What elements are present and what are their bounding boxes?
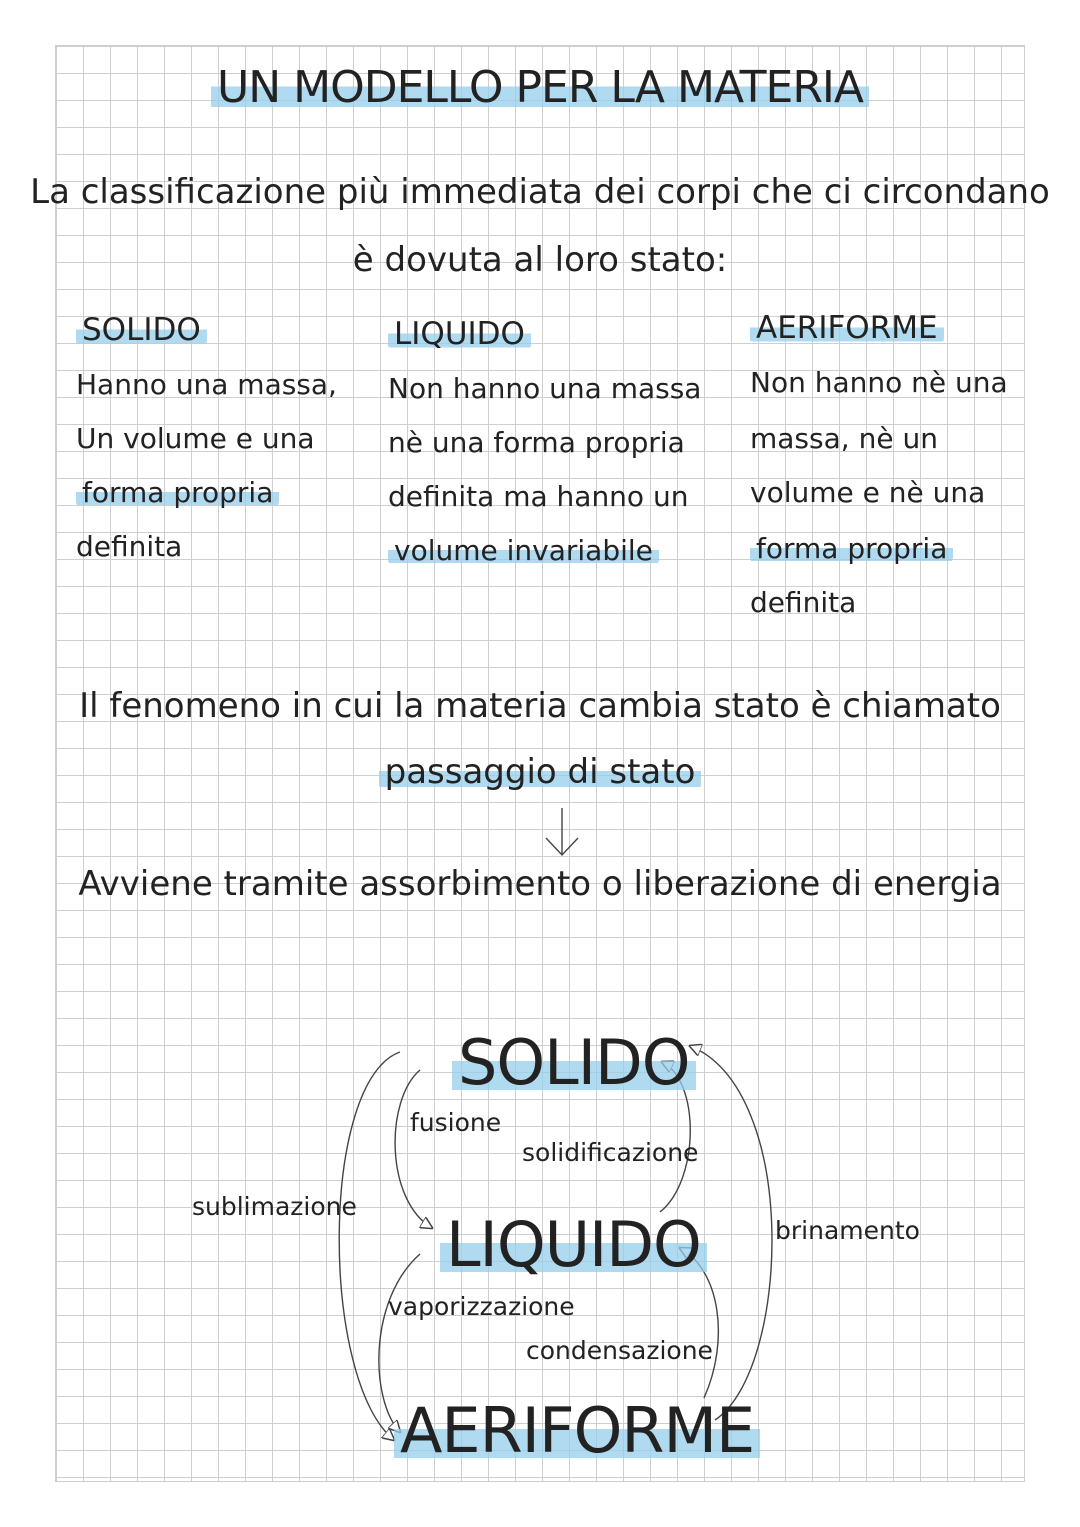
label-condensazione: condensazione [526,1336,713,1365]
page-title: UN MODELLO PER LA MATERIA [0,62,1080,115]
label-fusione: fusione [410,1108,502,1137]
phenomenon-term: passaggio di stato [0,752,1080,793]
sublimazione-arrow [339,1052,400,1440]
diagram-gas: AERIFORME [394,1394,760,1468]
solid-line: definita [76,530,183,563]
label-sublimazione: sublimazione [192,1192,357,1221]
gas-line: Non hanno nè una [750,366,1008,399]
gas-heading: AERIFORME [750,310,944,347]
label-brinamento: brinamento [775,1216,920,1245]
label-solidificazione: solidificazione [522,1138,699,1167]
diagram-liquid: LIQUIDO [440,1208,707,1282]
intro-line-1: La classificazione più immediata dei corpi che ci circondano [30,172,1050,212]
liquid-line: nè una forma propria [388,426,685,459]
gas-line: forma propria [750,532,953,566]
gas-line: definita [750,586,857,619]
solid-heading: SOLIDO [76,312,207,349]
fusione-arrow [395,1070,432,1228]
label-vaporizzazione: vaporizzazione [388,1292,575,1321]
solid-line: forma propria [76,476,279,510]
liquid-heading: LIQUIDO [388,316,531,353]
intro-line-2: è dovuta al loro stato: [352,240,728,280]
diagram-solid: SOLIDO [452,1026,696,1100]
liquid-line: volume invariabile [388,534,659,568]
gas-line: massa, nè un [750,422,938,455]
liquid-line: Non hanno una massa [388,372,702,405]
gas-line: volume e nè una [750,476,986,509]
solid-line: Hanno una massa, [76,368,337,401]
phenomenon-line: Il fenomeno in cui la materia cambia stato è chiamato [79,686,1001,726]
phenomenon-energy: Avviene tramite assorbimento o liberazione di energia [78,864,1002,904]
liquid-line: definita ma hanno un [388,480,689,513]
solid-line: Un volume e una [76,422,315,455]
